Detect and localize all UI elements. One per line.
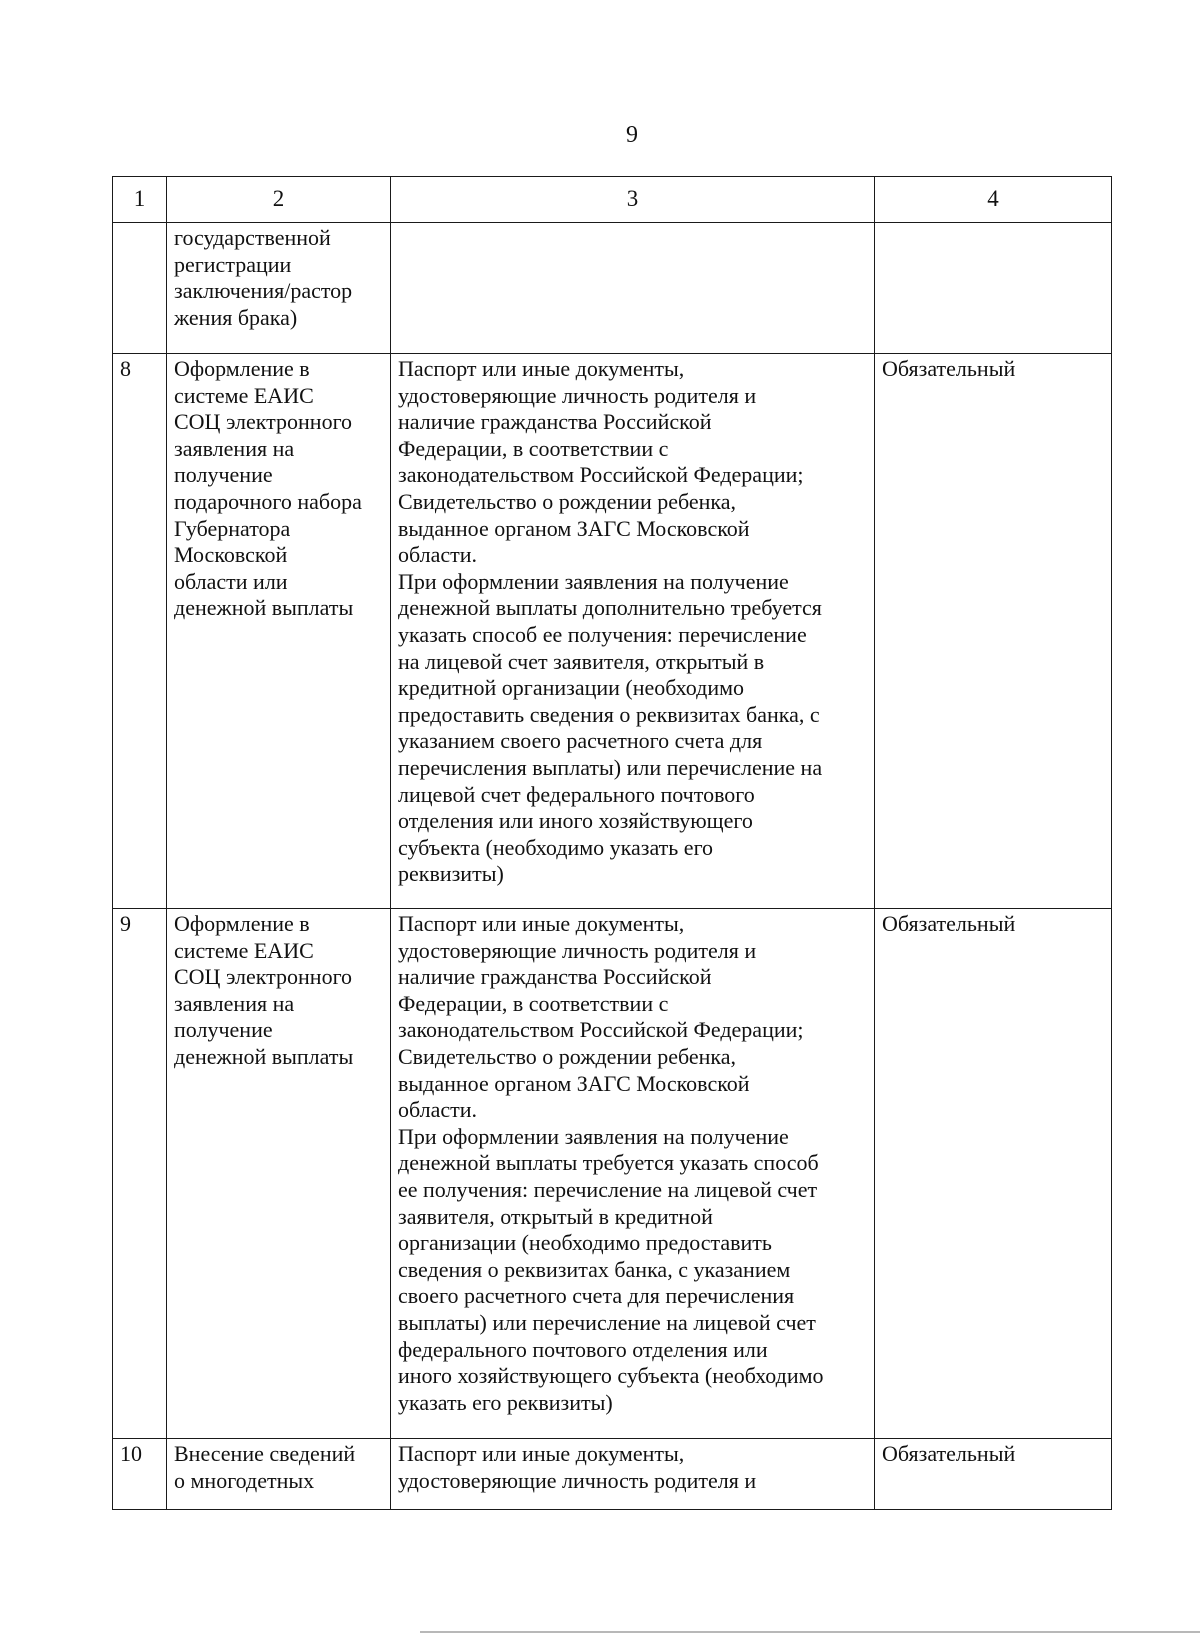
documents-cell bbox=[391, 223, 875, 354]
status-cell: Обязательный bbox=[875, 354, 1112, 909]
scan-edge-line bbox=[420, 1631, 1200, 1633]
status-cell: Обязательный bbox=[875, 909, 1112, 1439]
header-cell-2: 2 bbox=[167, 177, 391, 223]
documents-cell: Паспорт или иные документы, удостоверяющие личность родителя и наличие гражданства Российской Федерации, в соответствии с законодательством Российской Федерации; Свидетельство о рождении ребенка, выданное органом ЗАГС Московской области. При оформлении заявления на получение денежной выплаты дополнительно требуется указать способ ее получения: перечисление на лицевой счет заявителя, открытый в кредитной организации (необходимо предоставить сведения о реквизитах банка, с указанием своего расчетного счета для перечисления выплаты) или перечисление на лицевой счет федерального почтового отделения или иного хозяйствующего субъекта (необходимо указать его реквизиты) bbox=[391, 354, 875, 909]
row-number-cell: 8 bbox=[113, 354, 167, 909]
action-cell: Внесение сведений о многодетных bbox=[167, 1439, 391, 1510]
documents-cell: Паспорт или иные документы, удостоверяющие личность родителя и bbox=[391, 1439, 875, 1510]
header-cell-4: 4 bbox=[875, 177, 1112, 223]
table-header-row bbox=[113, 177, 1112, 223]
action-cell: государственной регистрации заключения/растор жения брака) bbox=[167, 223, 391, 354]
status-cell bbox=[875, 223, 1112, 354]
header-cell-1: 1 bbox=[113, 177, 167, 223]
documents-table bbox=[112, 176, 1112, 1510]
documents-cell: Паспорт или иные документы, удостоверяющие личность родителя и наличие гражданства Российской Федерации, в соответствии с законодательством Российской Федерации; Свидетельство о рождении ребенка, выданное органом ЗАГС Московской области. При оформлении заявления на получение денежной выплаты требуется указать способ ее получения: перечисление на лицевой счет заявителя, открытый в кредитной организации (необходимо предоставить сведения о реквизитах банка, с указанием своего расчетного счета для перечисления выплаты) или перечисление на лицевой счет федерального почтового отделения или иного хозяйствующего субъекта (необходимо указать его реквизиты) bbox=[391, 909, 875, 1439]
row-number-cell: 9 bbox=[113, 909, 167, 1439]
row-number-cell bbox=[113, 223, 167, 354]
status-cell: Обязательный bbox=[875, 1439, 1112, 1510]
header-cell-3: 3 bbox=[391, 177, 875, 223]
page-number: 9 bbox=[626, 122, 638, 148]
action-cell: Оформление в системе ЕАИС СОЦ электронного заявления на получение денежной выплаты bbox=[167, 909, 391, 1439]
table-row bbox=[113, 223, 1112, 354]
table-row bbox=[113, 354, 1112, 909]
action-cell: Оформление в системе ЕАИС СОЦ электронного заявления на получение подарочного набора Губернатора Московской области или денежной выплаты bbox=[167, 354, 391, 909]
row-number-cell: 10 bbox=[113, 1439, 167, 1510]
table-row bbox=[113, 1439, 1112, 1510]
table-row bbox=[113, 909, 1112, 1439]
